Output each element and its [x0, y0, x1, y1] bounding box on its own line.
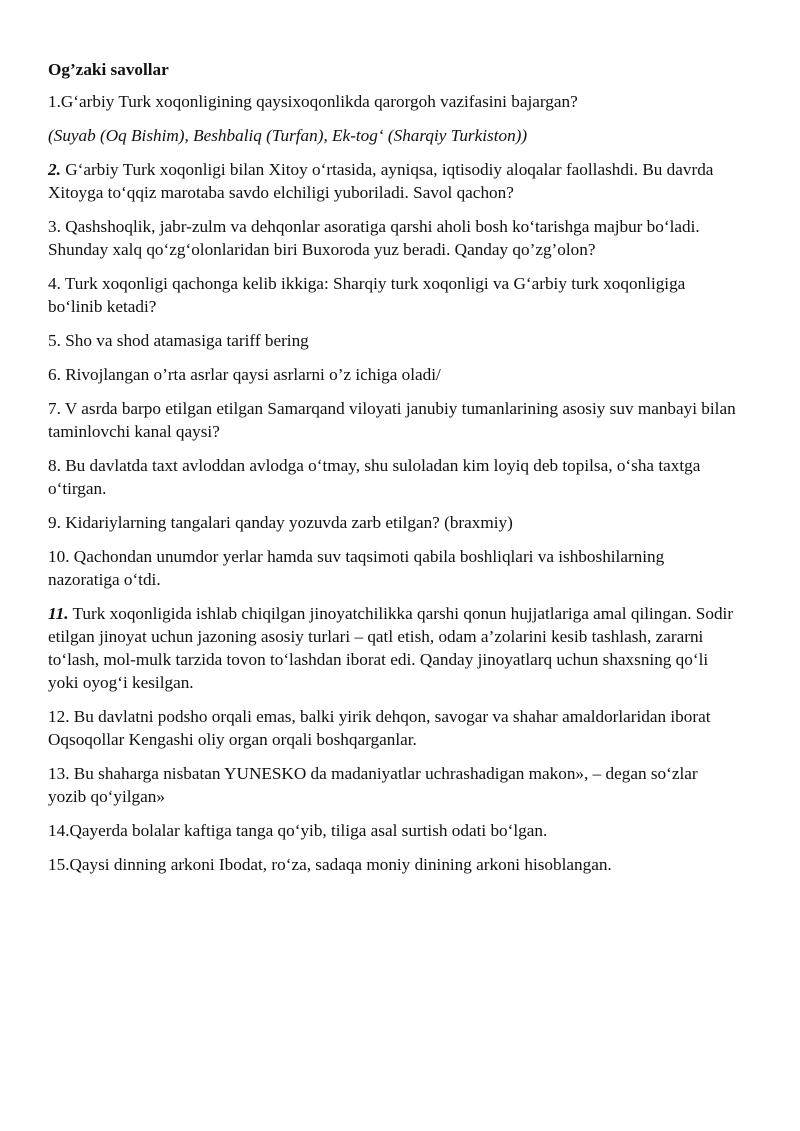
question-12: 12. Bu davlatni podsho orqali emas, balki yirik dehqon, savogar va shahar amaldorlaridan iborat Oqsoqollar Kengashi oliy organ orqali boshqarganlar.	[48, 707, 711, 749]
question-3: 3. Qashshoqlik, jabr-zulm va dehqonlar asoratiga qarshi aholi bosh ko‘tarishga majbur bo‘ladi. Shunday xalq qo‘zg‘olonlaridan biri Buxoroda yuz beradi. Qanday qo’zg’olon?	[48, 217, 700, 259]
question-9: 9. Kidariylarning tangalari qanday yozuvda zarb etilgan? (braxmiy)	[48, 513, 513, 532]
question-11-number: 11.	[48, 604, 69, 623]
question-6: 6. Rivojlangan o’rta asrlar qaysi asrlarni o’z ichiga oladi/	[48, 365, 441, 384]
question-14: 14.Qayerda bolalar kaftiga tanga qo‘yib, tiliga asal surtish odati bo‘lgan.	[48, 821, 548, 840]
question-1: 1.G‘arbiy Turk xoqonligining qaysixoqonlikda qarorgoh vazifasini bajargan?	[48, 92, 578, 111]
question-2	[48, 158, 738, 204]
question-8: 8. Bu davlatda taxt avloddan avlodga o‘tmay, shu suloladan kim loyiq deb topilsa, o‘sha taxtga o‘tirgan.	[48, 456, 701, 498]
question-10: 10. Qachondan unumdor yerlar hamda suv taqsimoti qabila boshliqlari va ishboshilarning nazoratiga o‘tdi.	[48, 547, 665, 589]
question-2-number: 2.	[48, 160, 61, 179]
question-2-text: G‘arbiy Turk xoqonligi bilan Xitoy o‘rtasida, ayniqsa, iqtisodiy aloqalar faollashdi. Bu davrda Xitoyga to‘qqiz marotaba savdo elchiligi yuboriladi. Savol qachon?	[48, 160, 714, 202]
question-11	[48, 602, 738, 694]
question-11-text: Turk xoqonligida ishlab chiqilgan jinoyatchilikka qarshi qonun hujjatlariga amal qilingan. Sodir etilgan jinoyat uchun jazoning asosiy turlari – qatl etish, odam a’zolarini kesib tashlash, zararni to‘lash, mol-mulk tarzida tovon to‘lashdan iborat edi. Qanday jinoyatlarq uchun shaxsning qo‘li yoki oyog‘i kesilgan.	[48, 604, 734, 692]
question-4: 4. Turk xoqonligi qachonga kelib ikkiga: Sharqiy turk xoqonligi va G‘arbiy turk xoqonligiga bo‘linib ketadi?	[48, 274, 686, 316]
question-7: 7. V asrda barpo etilgan etilgan Samarqand viloyati janubiy tumanlarining asosiy suv manbayi bilan taminlovchi kanal qaysi?	[48, 399, 736, 441]
question-1-answer: (Suyab (Oq Bishim), Beshbaliq (Turfan), Ek-tog‘ (Sharqiy Turkiston))	[48, 126, 528, 145]
document-title: Og’zaki savollar	[48, 60, 169, 79]
question-15: 15.Qaysi dinning arkoni Ibodat, ro‘za, sadaqa moniy dinining arkoni hisoblangan.	[48, 855, 612, 874]
question-13: 13. Bu shaharga nisbatan YUNESKO da madaniyatlar uchrashadigan makon», – degan so‘zlar yozib qo‘yilgan»	[48, 764, 698, 806]
question-5: 5. Sho va shod atamasiga tariff bering	[48, 331, 309, 350]
document-page	[48, 58, 738, 887]
